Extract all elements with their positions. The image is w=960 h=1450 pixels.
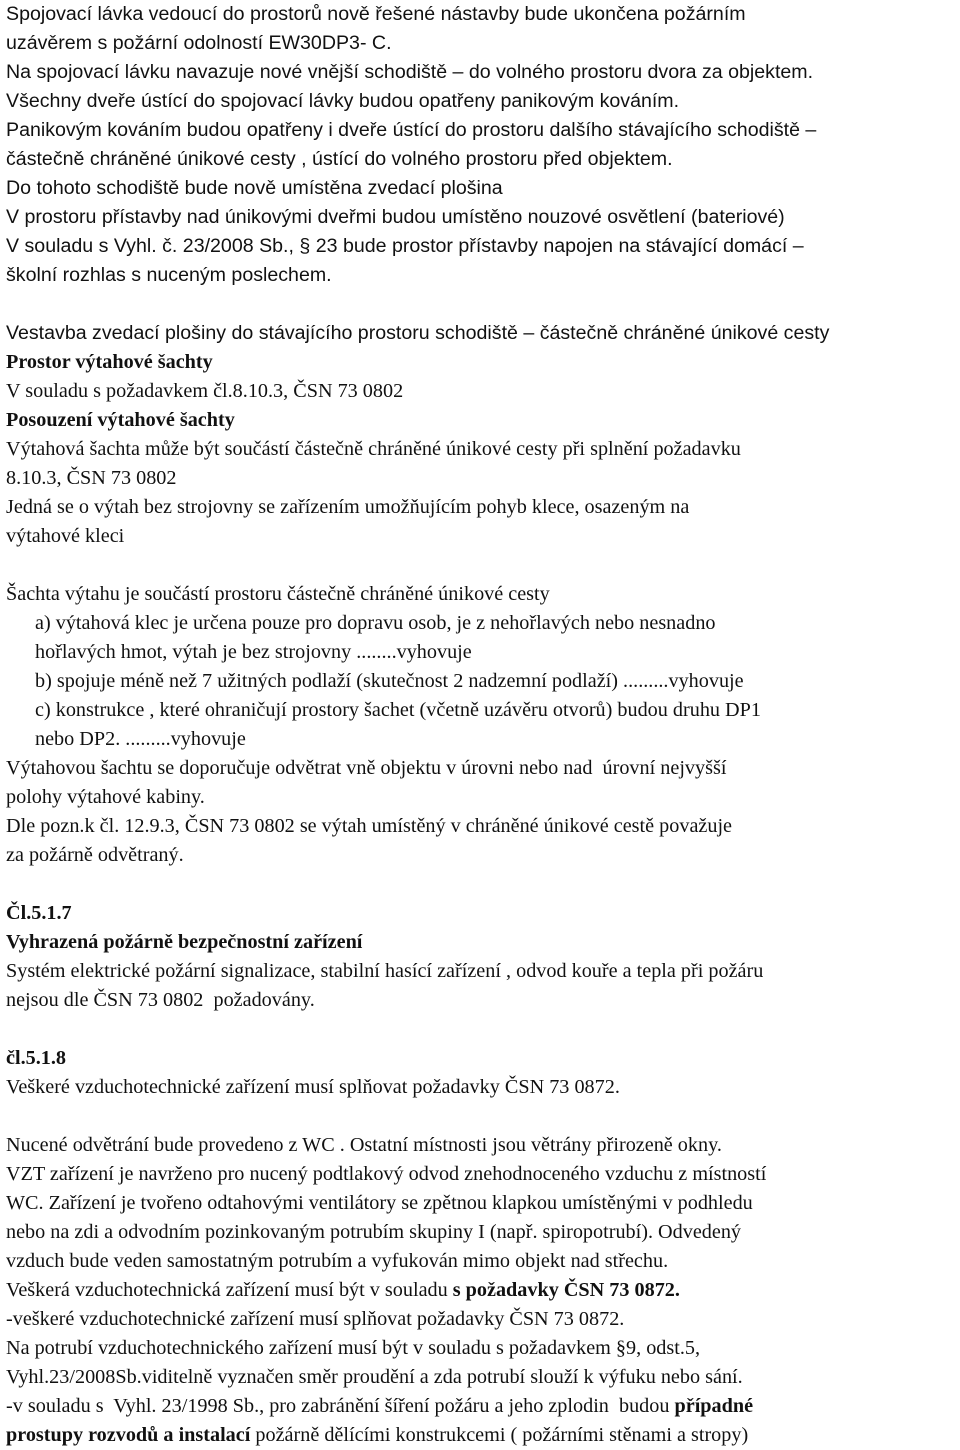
text-line: -veškeré vzduchotechnické zařízení musí splňovat požadavky ČSN 73 0872. xyxy=(6,1308,625,1330)
text-line: uzávěrem s požární odolností EW30DP3- C. xyxy=(6,32,392,54)
text-run-bold: případné xyxy=(674,1395,754,1417)
text-line: nebo na zdi a odvodním pozinkovaným potrubím skupiny I (např. spiropotrubí). Odvedený xyxy=(6,1221,742,1243)
article-number: Čl.5.1.7 xyxy=(6,902,72,924)
text-line: Systém elektrické požární signalizace, stabilní hasící zařízení , odvod kouře a tepla při požáru xyxy=(6,960,764,982)
text-line: VZT zařízení je navrženo pro nucený podtlakový odvod znehodnoceného vzduchu z místností xyxy=(6,1163,767,1185)
text-line: WC. Zařízení je tvořeno odtahovými ventilátory se zpětnou klapkou umístěnými v podhledu xyxy=(6,1192,753,1214)
list-item-continuation: nebo DP2. .........vyhovuje xyxy=(35,728,246,750)
text-line: vzduch bude veden samostatným potrubím a vyfukován mimo objekt nad střechu. xyxy=(6,1250,669,1272)
text-run-bold: prostupy rozvodů a instalací xyxy=(6,1424,251,1446)
text-line: Dle pozn.k čl. 12.9.3, ČSN 73 0802 se výtah umístěný v chráněné únikové cestě považuje xyxy=(6,815,733,837)
text-line: V souladu s požadavkem čl.8.10.3, ČSN 73 0802 xyxy=(6,380,404,402)
text-line: 8.10.3, ČSN 73 0802 xyxy=(6,467,177,489)
text-line: výtahové kleci xyxy=(6,525,125,547)
text-line: Panikovým kováním budou opatřeny i dveře ústící do prostoru dalšího stávajícího schodiště – xyxy=(6,119,817,141)
text-run: Veškerá vzduchotechnická zařízení musí být v souladu xyxy=(6,1279,453,1301)
text-line: Do tohoto schodiště bude nově umístěna zvedací plošina xyxy=(6,177,503,199)
section-heading: Prostor výtahové šachty xyxy=(6,351,213,373)
list-item-continuation: hořlavých hmot, výtah je bez strojovny ........vyhovuje xyxy=(35,641,472,663)
list-item: c) konstrukce , které ohraničují prostory šachet (včetně uzávěru otvorů) budou druhu DP1 xyxy=(35,699,761,721)
text-run-bold: s požadavky ČSN 73 0872. xyxy=(452,1279,680,1301)
text-line: částečně chráněné únikové cesty , ústící do volného prostoru před objektem. xyxy=(6,148,673,170)
text-line: V souladu s Vyhl. č. 23/2008 Sb., § 23 bude prostor přístavby napojen na stávající domácí – xyxy=(6,235,804,257)
article-number: čl.5.1.8 xyxy=(6,1047,66,1069)
text-line: Spojovací lávka vedoucí do prostorů nově řešené nástavby bude ukončena požárním xyxy=(6,3,746,25)
document-page xyxy=(6,0,958,1450)
spacer xyxy=(6,1015,958,1044)
text-line: Šachta výtahu je součástí prostoru částečně chráněné únikové cesty xyxy=(6,583,550,605)
list-item: a) výtahová klec je určena pouze pro dopravu osob, je z nehořlavých nebo nesnadno xyxy=(35,612,716,634)
text-line: Všechny dveře ústící do spojovací lávky budou opatřeny panikovým kováním. xyxy=(6,90,680,112)
text-line: školní rozhlas s nuceným poslechem. xyxy=(6,264,332,286)
text-line xyxy=(6,1276,958,1305)
spacer xyxy=(6,870,958,899)
text-line: nejsou dle ČSN 73 0802 požadovány. xyxy=(6,989,315,1011)
text-line: Nucené odvětrání bude provedeno z WC . Ostatní místnosti jsou větrány přirozeně okny. xyxy=(6,1134,722,1156)
text-run: -v souladu s Vyhl. 23/1998 Sb., pro zabránění šíření požáru a jeho zplodin budou xyxy=(6,1395,675,1417)
spacer xyxy=(6,290,958,319)
text-line: Výtahovou šachtu se doporučuje odvětrat vně objektu v úrovni nebo nad úrovní nejvyšší xyxy=(6,757,727,779)
text-line: Vestavba zvedací plošiny do stávajícího prostoru schodiště – částečně chráněné únikové cesty xyxy=(6,322,830,344)
list-item: b) spojuje méně než 7 užitných podlaží (skutečnost 2 nadzemní podlaží) .........vyhovuje xyxy=(35,670,744,692)
text-line: Veškeré vzduchotechnické zařízení musí splňovat požadavky ČSN 73 0872. xyxy=(6,1076,620,1098)
section-heading: Posouzení výtahové šachty xyxy=(6,409,235,431)
text-line xyxy=(6,1421,958,1450)
text-line: V prostoru přístavby nad únikovými dveřmi budou umístěno nouzové osvětlení (bateriové) xyxy=(6,206,785,228)
text-line: Jedná se o výtah bez strojovny se zařízením umožňujícím pohyb klece, osazeným na xyxy=(6,496,690,518)
spacer xyxy=(6,1102,958,1131)
text-line: Vyhl.23/2008Sb.viditelně vyznačen směr proudění a zda potrubí slouží k výfuku nebo sání. xyxy=(6,1366,743,1388)
section-heading: Vyhrazená požárně bezpečnostní zařízení xyxy=(6,931,363,953)
text-line: Výtahová šachta může být součástí částečně chráněné únikové cesty při splnění požadavku xyxy=(6,438,741,460)
text-line: Na potrubí vzduchotechnického zařízení musí být v souladu s požadavkem §9, odst.5, xyxy=(6,1337,701,1359)
text-line xyxy=(6,1392,958,1421)
text-run: požárně dělícími konstrukcemi ( požárními stěnami a stropy) xyxy=(250,1424,749,1446)
text-line: Na spojovací lávku navazuje nové vnější schodiště – do volného prostoru dvora za objektem. xyxy=(6,61,814,83)
spacer xyxy=(6,551,958,580)
text-line: za požárně odvětraný. xyxy=(6,844,184,866)
text-line: polohy výtahové kabiny. xyxy=(6,786,205,808)
